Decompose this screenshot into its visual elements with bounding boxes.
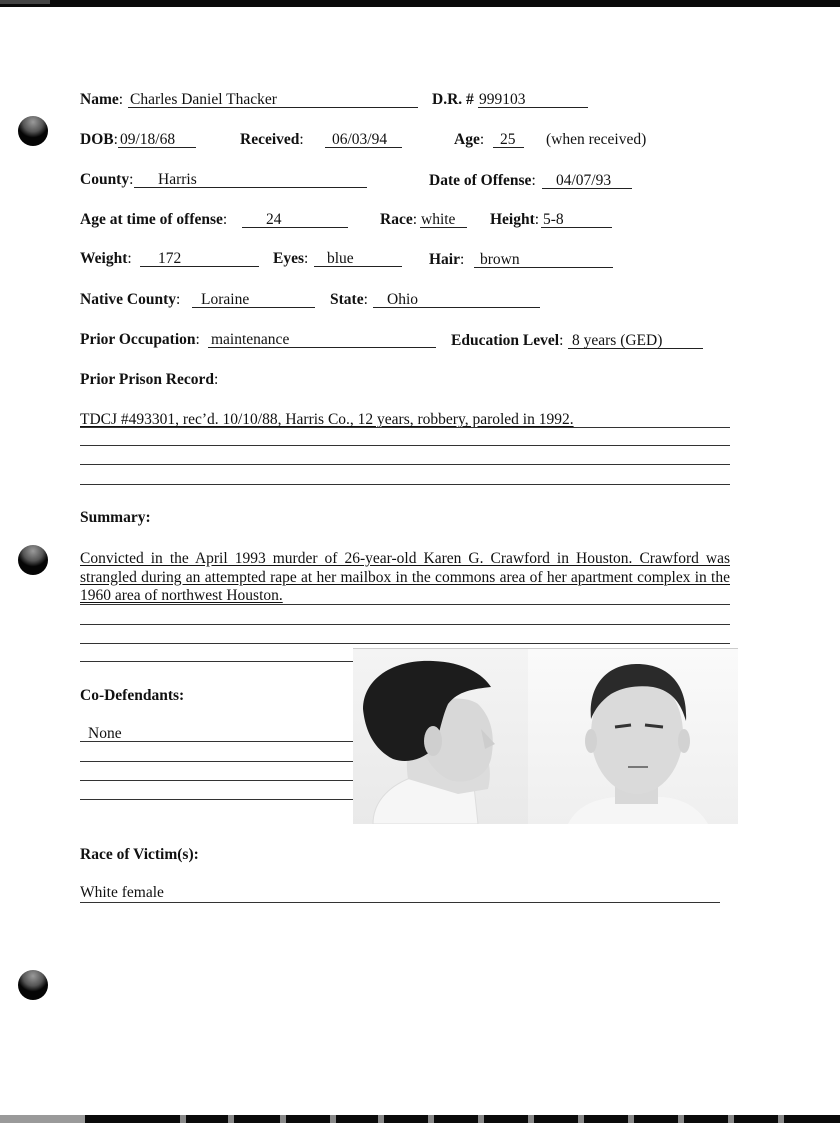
summary-heading: Summary: <box>80 509 151 526</box>
race-of-victims-line <box>80 902 720 903</box>
dob-label: DOB: <box>80 131 118 148</box>
age-at-offense-underline <box>242 227 348 228</box>
received-label: Received: <box>240 131 304 148</box>
received-value: 06/03/94 <box>332 131 388 148</box>
date-of-offense-label: Date of Offense: <box>429 172 536 189</box>
dr-number-label: D.R. # <box>432 91 474 108</box>
native-county-value: Loraine <box>201 291 250 308</box>
prior-occupation-label: Prior Occupation: <box>80 331 200 348</box>
height-label: Height: <box>490 211 540 228</box>
record-line <box>80 464 730 465</box>
dob-value: 09/18/68 <box>120 131 176 148</box>
binder-hole-icon <box>18 116 48 146</box>
co-defendants-line <box>80 799 355 800</box>
eyes-label: Eyes: <box>273 250 309 267</box>
height-value: 5-8 <box>543 211 564 228</box>
prior-prison-record-text: TDCJ #493301, rec’d. 10/10/88, Harris Co., 12 years, robbery, paroled in 1992. <box>80 411 574 428</box>
mugshot-photo <box>353 648 738 824</box>
name-label: Name: <box>80 91 124 108</box>
record-line <box>80 484 730 485</box>
co-defendants-line <box>80 780 355 781</box>
county-value: Harris <box>158 171 197 188</box>
summary-line <box>80 643 730 644</box>
summary-line <box>80 624 730 625</box>
age-label: Age: <box>454 131 485 148</box>
name-value: Charles Daniel Thacker <box>130 91 277 108</box>
prior-prison-record-heading: Prior Prison Record: <box>80 371 219 388</box>
race-label: Race: <box>380 211 418 228</box>
race-value: white <box>421 211 456 228</box>
scan-bottom-edge <box>0 1115 840 1123</box>
age-note: (when received) <box>546 131 647 148</box>
age-at-offense-value: 24 <box>266 211 282 228</box>
education-level-label: Education Level: <box>451 332 564 349</box>
county-label: County: <box>80 171 134 188</box>
prior-occupation-value: maintenance <box>211 331 290 348</box>
record-line <box>80 445 730 446</box>
record-line <box>80 427 730 428</box>
co-defendants-line <box>80 741 355 742</box>
date-of-offense-value: 04/07/93 <box>556 172 612 189</box>
co-defendants-value: None <box>88 725 122 742</box>
native-county-label: Native County: <box>80 291 181 308</box>
race-of-victims-heading: Race of Victim(s): <box>80 846 199 863</box>
summary-line <box>80 604 730 605</box>
age-at-offense-label: Age at time of offense: <box>80 211 228 228</box>
age-value: 25 <box>500 131 516 148</box>
hair-label: Hair: <box>429 251 465 268</box>
weight-value: 172 <box>158 250 182 267</box>
scan-top-edge <box>0 0 840 7</box>
binder-hole-icon <box>18 545 48 575</box>
weight-label: Weight: <box>80 250 132 267</box>
co-defendants-line <box>80 761 355 762</box>
education-level-value: 8 years (GED) <box>572 332 663 349</box>
summary-text: Convicted in the April 1993 murder of 26-year-old Karen G. Crawford in Houston. Crawford was strangled during an attempted rape at her mailbox in the commons area of her apartment complex in the 1960 area of northwest Houston. <box>80 550 730 604</box>
co-defendants-heading: Co-Defendants: <box>80 687 185 704</box>
race-of-victims-value: White female <box>80 884 164 901</box>
state-value: Ohio <box>387 291 418 308</box>
eyes-value: blue <box>327 250 354 267</box>
state-label: State: <box>330 291 368 308</box>
binder-hole-icon <box>18 970 48 1000</box>
dr-number-value: 999103 <box>479 91 526 108</box>
summary-line <box>80 661 355 662</box>
profile-portrait <box>363 661 495 824</box>
hair-value: brown <box>480 251 520 268</box>
front-portrait <box>568 664 708 824</box>
